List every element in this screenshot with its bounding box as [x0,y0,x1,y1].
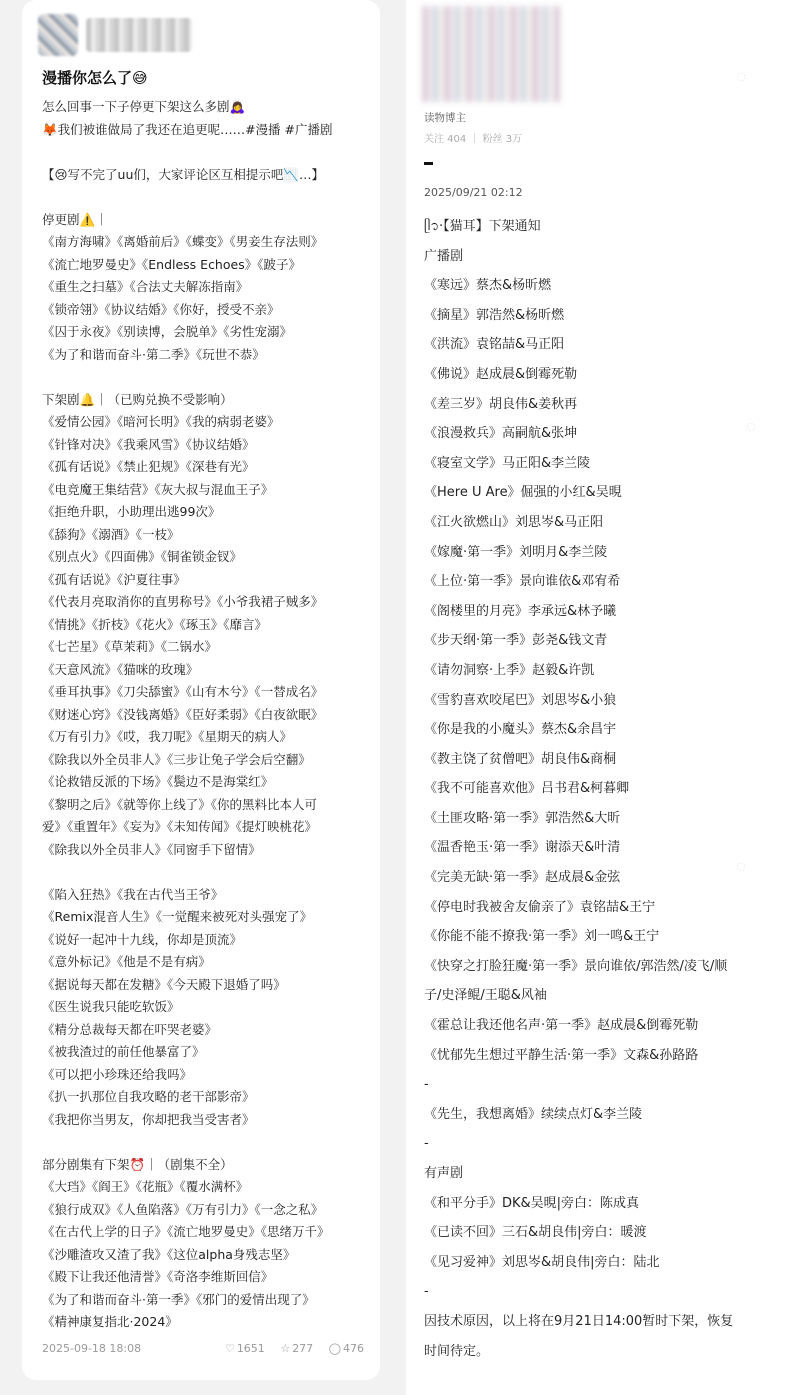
post-text-line: 《除我以外全员非人》《三步让兔子学会后空翻》 [42,751,311,767]
divider-mark [424,162,433,165]
post-text-line: 《佛说》赵成晨&倒霉死勒 [424,366,578,382]
post-text-line: 《我不可能喜欢他》吕书君&柯暮卿 [424,781,630,797]
post-text-line: 《电竞魔王集结营》《灰大叔与混血王子》 [42,481,274,497]
post-text-line: 下架剧🔔｜（已购兑换不受影响） [42,391,233,407]
post-text-line: 《舔狗》《溺酒》《一枝》 [42,526,180,542]
post-text-line: 《殿下让我还他清誉》《奇洛李维斯回信》 [42,1269,274,1284]
post-text-line: 《被我渣过的前任他暴富了》 [42,1044,205,1059]
blurred-avatar[interactable] [38,14,78,56]
post-text-line: 《快穿之打脸狂魔·第一季》景向谁依/郭浩然/凌飞/顺 [424,958,728,974]
post-text-line: 《嫁魔·第一季》刘明月&李兰陵 [424,544,608,560]
post-text-line: 《上位·第一季》景向谁依&邓宥希 [424,574,621,590]
left-post-card [22,0,380,1380]
post-text-line: 《请勿洞察·上季》赵毅&许凯 [424,662,595,678]
post-text-line: 《为了和谐而奋斗·第一季》《邪门的爱情出现了》 [42,1291,315,1307]
post-text-line: 《完美无缺·第一季》赵成晨&金弦 [424,870,621,886]
post-text-line: 《见习爱神》刘思岑&胡良伟|旁白：陆北 [424,1254,660,1270]
post-text-line: 《差三岁》胡良伟&姜秋再 [424,396,578,412]
blank-line [42,861,372,884]
post-text-line: 《爱情公园》《暗河长明》《我的病弱老婆》 [42,414,280,429]
blank-line [42,141,372,164]
post-text-line: 停更剧⚠️｜ [42,211,108,227]
right-post-body [424,212,786,1366]
post-text-line: - [424,1136,429,1152]
blurred-profile-image[interactable] [422,6,560,102]
post-text-line: 《雪豹喜欢咬尾巴》刘思岑&小狼 [424,692,617,708]
post-text-line: 《孤有话说》《禁止犯规》《深巷有光》 [42,459,255,474]
author-role: 读物博主 [424,112,466,124]
blank-line [42,186,372,209]
post-text-line: 《陷入狂热》《我在古代当王爷》 [42,886,224,902]
post-text-line: 《南方海啸》《离婚前后》《蝶变》《男妾生存法则》 [42,234,324,249]
like-count: 1651 [236,1342,265,1355]
blank-line [42,1131,372,1154]
post-text-line: 《沙雕渣攻又渣了我》《这位alpha身残志坚》 [42,1246,296,1262]
post-text-line: 《摘星》郭浩然&杨昕燃 [424,307,565,323]
post-text-line: 《大珰》《阎王》《花瓶》《覆水满杯》 [42,1179,249,1194]
post-text-line: 《别点火》《四面佛》《铜雀锁金钗》 [42,549,243,564]
post-text-line: 《停电时我被舍友偷亲了》袁铭喆&王宁 [424,899,656,915]
blurred-username[interactable] [86,18,192,52]
post-text-line: 有声剧 [424,1166,464,1181]
post-text-line: 《医生说我只能吃软饭》 [42,999,180,1014]
post-text-line: 因技术原因，以上将在9月21日14:00暂时下架，恢复 [424,1313,734,1329]
like-button[interactable] [225,1342,265,1355]
post-text-line: 《天意风流》《猫咪的玫瑰》 [42,661,199,677]
post-text-line: 《拒绝升职，小助理出逃99次》 [42,504,221,519]
post-text-line: 《说好一起冲十九线，你却是顶流》 [42,931,243,947]
post-text-line: 爱》《重置年》《妄为》《未知传闻》《提灯映桃花》 [42,819,318,834]
post-text-line: 《温香艳玉·第一季》谢添天&叶清 [424,840,621,856]
left-post-body [42,96,372,1334]
post-text-line: 《财迷心窍》《没钱离婚》《臣好柔弱》《白夜欲眠》 [42,706,324,722]
post-text-line: 《除我以外全员非人》《同窗手下留情》 [42,841,261,857]
post-text-line: 《孤有话说》《沪夏往事》 [42,571,186,587]
blank-line [42,366,372,389]
post-text-line: 《囚于永夜》《别读博，会脱单》《劣性宠溺》 [42,324,293,339]
post-text-line: 【😢写不完了uu们，大家评论区互相提示吧📉…】 [42,166,324,182]
post-text-line: 《江火欲燃山》刘思岑&马正阳 [424,514,604,530]
post-text-line: 《精分总裁每天都在吓哭老婆》 [42,1021,218,1037]
post-text-line: 《针锋对决》《我乘风雪》《协议结婚》 [42,436,255,452]
post-text-line: 《阁楼里的月亮》李承远&林予曦 [424,603,617,619]
star-icon: ☆ [280,1342,291,1355]
repost-button[interactable] [280,1342,313,1355]
post-text-line: - [424,1284,429,1300]
post-text-line: ᥫ᭡·【猫耳】下架通知 [424,219,541,234]
post-text-line: 怎么回事一下子停更下架这么多剧🙇‍♀️ [42,99,246,114]
post-text-line: 《你能不能不撩我·第一季》刘一鸣&王宁 [424,929,660,945]
repost-count: 277 [292,1342,314,1355]
post-text-line: 《狼行成双》《人鱼陷落》《万有引力》《一念之私》 [42,1201,324,1217]
comment-button[interactable] [329,1342,364,1355]
post-date: 2025/09/21 02:12 [424,186,523,199]
post-text-line: - [424,1077,429,1093]
post-text-line: 广播剧 [424,248,464,264]
post-text-line: 《为了和谐而奋斗·第二季》《玩世不恭》 [42,346,265,362]
post-text-line: 《黎明之后》《就等你上线了》《你的黑料比本人可 [42,796,318,812]
post-text-line: 时间待定。 [424,1343,490,1359]
post-text-line: 《霍总让我还他名声·第一季》赵成晨&倒霉死勒 [424,1018,699,1034]
comment-icon: ◯ [328,1342,341,1355]
left-post-header [38,14,238,56]
post-text-line: 《已读不回》三石&胡良伟|旁白：暖渡 [424,1225,647,1241]
post-text-line: 子/史泽鲲/王聪&风袖 [424,988,547,1004]
post-text-line: 《垂耳执事》《刀尖舔蜜》《山有木兮》《一替成名》 [42,684,324,699]
post-text-line: 部分剧集有下架⏰｜（剧集不全） [42,1156,233,1172]
post-title: 漫播你怎么了😅 [42,69,148,87]
post-text-line: 《流亡地罗曼史》《Endless Echoes》《跛子》 [42,256,301,272]
post-text-line: 《步天纲·第一季》彭尧&钱文青 [424,633,608,649]
post-text-line: 《忧郁先生想过平静生活·第一季》文森&孙路路 [424,1047,699,1063]
post-text-line: 《浪漫救兵》高嗣航&张坤 [424,426,578,442]
watermark-icon: ◌ [733,68,749,85]
post-text-line: 《情挑》《折枝》《花火》《琢玉》《靡言》 [42,616,268,632]
post-text-line: 《Remix混音人生》《一觉醒来被死对头强宠了》 [42,909,313,924]
post-text-line: 《重生之扫墓》《合法丈夫解冻指南》 [42,279,249,294]
post-text-line: 《和平分手》DK&吴晛|旁白：陈成真 [424,1195,640,1211]
post-text-line: 《万有引力》《哎，我刀呢》《星期天的病人》 [42,729,293,744]
watermark-icon: ◌ [733,858,749,875]
right-post-panel [406,0,792,1395]
post-text-line: 《论救错反派的下场》《鬓边不是海棠红》 [42,774,274,789]
post-text-line: 《意外标记》《他是不是有病》 [42,954,211,969]
post-text-line: 《土匪攻略·第一季》郭浩然&大昕 [424,810,621,826]
left-post-footer [42,1340,372,1358]
post-text-line: 🦊我们被谁做局了我还在追更呢……#漫播 #广播剧 [42,121,333,137]
post-text-line: 《Here U Are》倔强的小红&吴晛 [424,485,622,501]
heart-icon: ♡ [224,1342,235,1355]
post-text-line: 《寝室文学》马正阳&李兰陵 [424,455,591,471]
post-text-line: 《在古代上学的日子》《流亡地罗曼史》《思绪万千》 [42,1224,330,1239]
follow-stats: 关注 404 ｜ 粉丝 3万 [424,134,523,145]
post-text-line: 《七芒星》《草茉莉》《二锅水》 [42,639,218,654]
post-text-line: 《我把你当男友，你却把我当受害者》 [42,1111,255,1127]
watermark-icon: ◌ [743,418,759,435]
post-text-line: 《洪流》袁铭喆&马正阳 [424,337,565,353]
post-text-line: 《寒远》蔡杰&杨昕燃 [424,278,552,294]
post-text-line: 《据说每天都在发糖》《今天殿下退婚了吗》 [42,976,286,992]
post-text-line: 《扒一扒那位自我攻略的老干部影帝》 [42,1089,255,1104]
post-text-line: 《锁帝翎》《协议结婚》《你好，授受不亲》 [42,301,280,317]
post-stats [213,1340,364,1358]
comment-count: 476 [343,1342,364,1355]
post-text-line: 《先生，我想离婚》续续点灯&李兰陵 [424,1106,643,1122]
post-text-line: 《教主饶了贫僧吧》胡良伟&商桐 [424,751,617,767]
post-text-line: 《代表月亮取消你的直男称号》《小爷我裙子贼多》 [42,594,324,609]
post-text-line: 《可以把小珍珠还给我吗》 [42,1066,193,1082]
post-text-line: 《你是我的小魔头》蔡杰&余昌宇 [424,722,617,738]
post-text-line: 《精神康复指北·2024》 [42,1314,178,1329]
post-date: 2025-09-18 18:08 [42,1342,142,1355]
